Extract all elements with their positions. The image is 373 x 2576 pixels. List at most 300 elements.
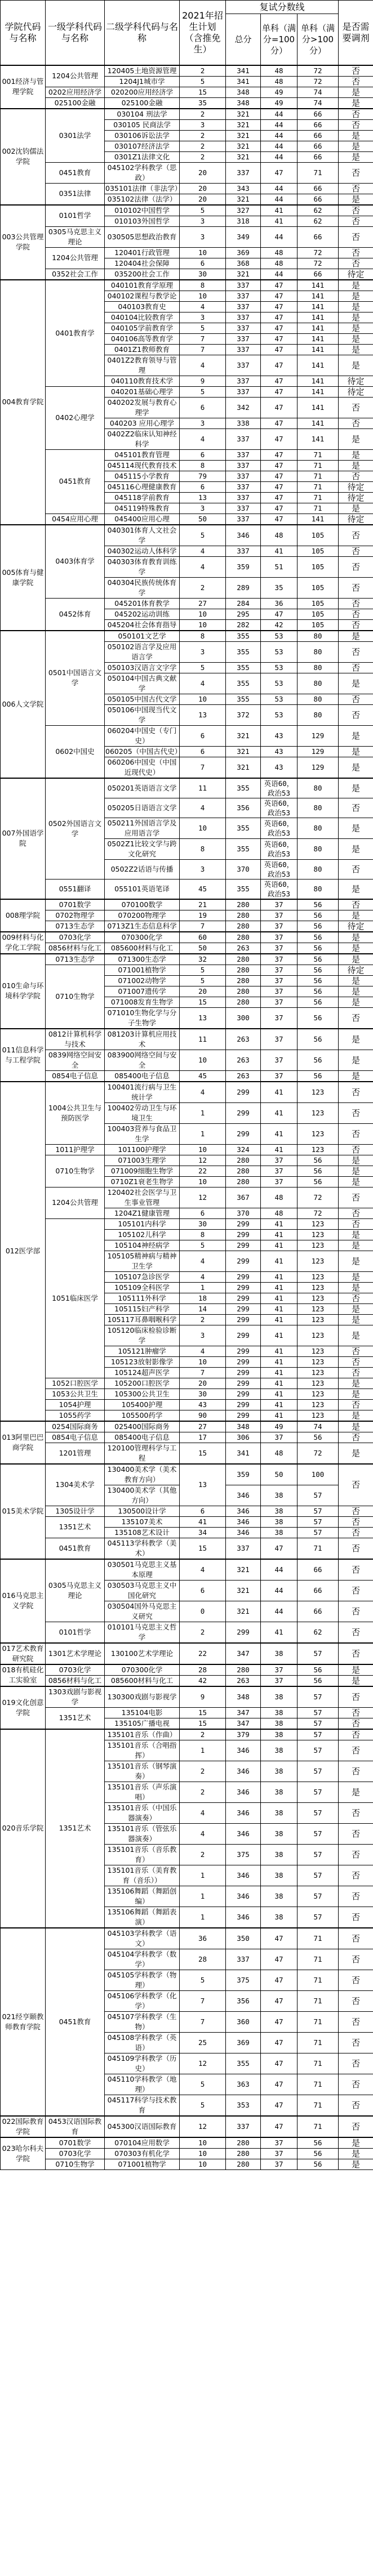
discipline2-cell: 130500设计学 (105, 1506, 180, 1516)
adjust-cell: 否 (339, 1007, 373, 1029)
total-score-cell: 369 (226, 247, 261, 258)
plan-cell: 2 (180, 1314, 226, 1325)
adjust-cell: 是 (339, 449, 373, 460)
single100-cell: 英语60，政治53 (261, 778, 297, 798)
discipline2-cell: 105200口腔医学 (105, 1378, 180, 1389)
single100-cell: 38 (261, 1516, 297, 1527)
single-gt100-cell: 141 (297, 428, 339, 449)
college-name-cell: 017艺术教育研究院 (1, 1643, 46, 1664)
adjust-cell: 否 (339, 1538, 373, 1559)
college-name-cell: 007外国语学院 (1, 778, 46, 899)
single-gt100-cell: 129 (297, 725, 339, 746)
total-score-cell: 348 (226, 97, 261, 109)
single-gt100-cell: 57 (297, 1761, 339, 1782)
adjust-cell: 否 (339, 2095, 373, 2116)
adjust-cell: 否 (339, 798, 373, 818)
adjust-cell: 是 (339, 910, 373, 921)
plan-cell: 15 (180, 1718, 226, 1729)
single-gt100-cell: 141 (297, 397, 339, 418)
single-gt100-cell: 66 (297, 109, 339, 120)
discipline2-cell: 105104神经病学 (105, 1240, 180, 1251)
adjust-cell: 是 (339, 932, 373, 943)
plan-cell: 6 (180, 1506, 226, 1516)
single-gt100-cell: 71 (297, 2053, 339, 2074)
plan-cell: 50 (180, 943, 226, 954)
adjust-cell: 是 (339, 1389, 373, 1399)
discipline2-cell: 030503马克思主义中国化研究 (105, 1580, 180, 1601)
discipline2-cell: 040302运动人体科学 (105, 546, 180, 556)
plan-cell: 18 (180, 1293, 226, 1303)
single-gt100-cell: 66 (297, 1559, 339, 1581)
single-gt100-cell: 72 (297, 247, 339, 258)
adjust-cell: 否 (339, 183, 373, 194)
total-score-cell: 370 (226, 1208, 261, 1218)
adjust-cell: 否 (339, 216, 373, 226)
discipline2-cell: 101100护理学 (105, 1144, 180, 1155)
table-row (1, 1538, 373, 1559)
discipline2-cell: 045400应用心理 (105, 514, 180, 525)
discipline2-cell: 045114现代教育技术 (105, 460, 180, 471)
total-score-cell: 337 (226, 503, 261, 514)
adjust-cell: 是 (339, 1155, 373, 1166)
total-score-cell: 263 (226, 1675, 261, 1686)
single-gt100-cell: 57 (297, 1740, 339, 1761)
discipline1-cell: 0101哲学 (46, 205, 105, 227)
adjust-cell: 否 (339, 1516, 373, 1527)
plan-cell: 2 (180, 1782, 226, 1802)
table-row (1, 1432, 373, 1443)
table-row (1, 2148, 373, 2159)
single100-cell: 37 (261, 1664, 297, 1676)
single100-cell: 37 (261, 1432, 297, 1443)
table-row (1, 1050, 373, 1070)
single100-cell: 48 (261, 1208, 297, 1218)
plan-cell: 3 (180, 859, 226, 879)
plan-cell: 45 (180, 1070, 226, 1082)
discipline2-cell: 045106学科教学（化学） (105, 1990, 180, 2011)
single-gt100-cell: 56 (297, 2148, 339, 2159)
plan-cell: 5 (180, 1970, 226, 1990)
single-gt100-cell: 66 (297, 151, 339, 162)
adjust-cell: 否 (339, 1729, 373, 1740)
total-score-cell: 321 (226, 119, 261, 130)
single100-cell: 37 (261, 997, 297, 1007)
adjust-cell: 否 (339, 1886, 373, 1907)
plan-cell: 6 (180, 725, 226, 746)
total-score-cell: 355 (226, 778, 261, 798)
discipline1-cell: 0403体育学 (46, 525, 105, 599)
single-gt100-cell: 57 (297, 1686, 339, 1708)
table-row (1, 954, 373, 965)
adjust-cell: 是 (339, 428, 373, 449)
single-gt100-cell: 56 (297, 2137, 339, 2149)
plan-cell: 17 (180, 1432, 226, 1443)
table-row (1, 386, 373, 397)
total-score-cell: 299 (226, 1282, 261, 1293)
single100-cell: 47 (261, 301, 297, 312)
discipline2-cell: 060205（中国古代史） (105, 746, 180, 757)
adjust-cell: 待定 (339, 376, 373, 386)
single-gt100-cell: 80 (297, 778, 339, 798)
plan-cell: 4 (180, 1559, 226, 1581)
adjust-cell: 否 (339, 1144, 373, 1155)
single100-cell: 42 (261, 619, 297, 631)
adjust-cell: 是 (339, 1229, 373, 1240)
plan-cell: 6 (180, 1208, 226, 1218)
adjust-cell: 是 (339, 130, 373, 141)
discipline2-cell: 105109全科医学 (105, 1282, 180, 1293)
single-gt100-cell: 56 (297, 1432, 339, 1443)
college-name-cell: 008理学院 (1, 899, 46, 932)
total-score-cell: 299 (226, 1356, 261, 1367)
total-score-cell: 346 (226, 1516, 261, 1527)
adjust-cell: 是 (339, 1675, 373, 1686)
table-row (1, 725, 373, 746)
college-name-cell: 013阿里巴巴商学院 (1, 1421, 46, 1464)
adjust-cell: 否 (339, 1844, 373, 1865)
plan-cell: 2 (180, 109, 226, 120)
total-score-cell: 289 (226, 577, 261, 598)
adjust-cell: 否 (339, 2074, 373, 2095)
single-gt100-cell: 100 (297, 1464, 339, 1485)
single-gt100-cell: 105 (297, 619, 339, 631)
plan-cell: 6 (180, 746, 226, 757)
plan-cell: 2 (180, 1844, 226, 1865)
plan-cell: 12 (180, 2116, 226, 2137)
single-gt100-cell: 123 (297, 1399, 339, 1410)
discipline1-cell: 0713生态学 (46, 954, 105, 965)
plan-cell: 6 (180, 1580, 226, 1601)
single100-cell: 38 (261, 1844, 297, 1865)
table-row (1, 965, 373, 975)
discipline1-cell: 0202应用经济学 (46, 87, 105, 97)
discipline2-cell: 050106中国现当代文学 (105, 704, 180, 725)
total-score-cell: 280 (226, 910, 261, 921)
table-row (1, 2159, 373, 2169)
discipline2-cell: 040202发展与教育心理学 (105, 397, 180, 418)
discipline2-cell: 085400电子信息 (105, 1432, 180, 1443)
single-gt100-cell: 123 (297, 1346, 339, 1356)
discipline2-cell: 083900网络空间与安全 (105, 1050, 180, 1070)
plan-cell: 6 (180, 258, 226, 269)
single-gt100-cell: 72 (297, 1208, 339, 1218)
plan-cell: 3 (180, 641, 226, 662)
adjust-cell: 否 (339, 694, 373, 704)
discipline2-cell: 010101马克思主义哲学 (105, 1622, 180, 1643)
plan-cell: 4 (180, 428, 226, 449)
discipline2-cell: 120405土地资源管理 (105, 65, 180, 77)
table-row (1, 1622, 373, 1643)
college-name-cell: 016马克思主义学院 (1, 1559, 46, 1643)
discipline2-cell: 030501马克思主义基本原理 (105, 1559, 180, 1581)
plan-cell: 4 (180, 355, 226, 376)
total-score-cell: 299 (226, 1367, 261, 1378)
adjust-cell: 否 (339, 1464, 373, 1506)
adjust-cell: 是 (339, 1070, 373, 1082)
single-gt100-cell: 123 (297, 1410, 339, 1421)
single100-cell: 41 (261, 216, 297, 226)
total-score-cell: 299 (226, 1622, 261, 1643)
plan-cell: 13 (180, 492, 226, 503)
total-score-cell: 282 (226, 619, 261, 631)
total-score-cell: 337 (226, 291, 261, 301)
total-score-cell: 280 (226, 965, 261, 975)
discipline1-cell: 1201管理 (46, 1443, 105, 1464)
plan-cell: 1 (180, 1886, 226, 1907)
discipline1-cell: 1204公共管理 (46, 1187, 105, 1218)
single100-cell: 44 (261, 130, 297, 141)
discipline1-cell: 0854电子信息 (46, 1070, 105, 1082)
discipline2-cell: 100403营养与食品卫生学 (105, 1123, 180, 1144)
single-gt100-cell: 56 (297, 1050, 339, 1070)
single-gt100-cell: 80 (297, 838, 339, 859)
discipline2-cell: 045116心理健康教育 (105, 481, 180, 492)
discipline1-cell: 0501中国语言文学 (46, 631, 105, 726)
plan-cell: 4 (180, 673, 226, 694)
discipline2-cell: 040301体育人文社会学 (105, 525, 180, 546)
adjust-cell: 否 (339, 662, 373, 673)
single100-cell: 英语60，政治53 (261, 879, 297, 899)
discipline2-cell: 045201体育教学 (105, 598, 180, 609)
discipline1-cell: 1011护理学 (46, 1144, 105, 1155)
single100-cell: 41 (261, 1410, 297, 1421)
discipline2-cell: 0401Z2教育领导与管理 (105, 355, 180, 376)
total-score-cell: 280 (226, 954, 261, 965)
header-total: 总分 (226, 14, 261, 65)
total-score-cell: 280 (226, 932, 261, 943)
total-score-cell: 337 (226, 312, 261, 323)
single100-cell: 38 (261, 1707, 297, 1718)
single-gt100-cell: 57 (297, 1844, 339, 1865)
table-row (1, 899, 373, 910)
discipline2-cell: 105500药学 (105, 1410, 180, 1421)
plan-cell: 10 (180, 1356, 226, 1367)
total-score-cell: 299 (226, 1251, 261, 1271)
adjust-cell: 否 (339, 418, 373, 428)
single100-cell: 37 (261, 954, 297, 965)
discipline2-cell: 1204Z1健康管理 (105, 1208, 180, 1218)
single-gt100-cell: 57 (297, 1823, 339, 1844)
adjust-cell: 否 (339, 1622, 373, 1643)
discipline2-cell: 130300戏剧与影视学 (105, 1686, 180, 1708)
total-score-cell: 379 (226, 1729, 261, 1740)
plan-cell: 2 (180, 65, 226, 77)
adjust-cell: 是 (339, 1664, 373, 1676)
total-score-cell: 355 (226, 641, 261, 662)
discipline2-cell: 010103外国哲学 (105, 216, 180, 226)
discipline2-cell: 135101音乐（管弦乐器演奏） (105, 1823, 180, 1844)
plan-cell: 20 (180, 1378, 226, 1389)
total-score-cell: 263 (226, 1070, 261, 1082)
total-score-cell: 341 (226, 1443, 261, 1464)
total-score-cell: 321 (226, 194, 261, 205)
discipline2-cell: 105111外科学 (105, 1293, 180, 1303)
single100-cell: 47 (261, 428, 297, 449)
discipline2-cell: 030505思想政治教育 (105, 226, 180, 247)
total-score-cell: 321 (226, 1601, 261, 1622)
single-gt100-cell: 57 (297, 1516, 339, 1527)
plan-cell: 4 (180, 1802, 226, 1823)
single100-cell: 41 (261, 1303, 297, 1314)
discipline1-cell: 0254国际商务 (46, 1421, 105, 1432)
total-score-cell: 337 (226, 1538, 261, 1559)
total-score-cell: 337 (226, 323, 261, 333)
single-gt100-cell: 57 (297, 1707, 339, 1718)
plan-cell: 13 (180, 1464, 226, 1506)
table-row (1, 1559, 373, 1581)
single100-cell: 47 (261, 492, 297, 503)
adjust-cell: 否 (339, 65, 373, 77)
adjust-cell: 否 (339, 1865, 373, 1886)
single-gt100-cell: 141 (297, 312, 339, 323)
plan-cell: 1 (180, 1740, 226, 1761)
adjust-cell: 待定 (339, 269, 373, 280)
single100-cell: 53 (261, 641, 297, 662)
single100-cell: 37 (261, 910, 297, 921)
adjust-cell: 是 (339, 879, 373, 899)
plan-cell: 1 (180, 1123, 226, 1144)
total-score-cell: 280 (226, 2148, 261, 2159)
single-gt100-cell: 71 (297, 1538, 339, 1559)
adjust-cell: 否 (339, 577, 373, 598)
single-gt100-cell: 105 (297, 525, 339, 546)
adjust-cell: 否 (339, 1559, 373, 1581)
single-gt100-cell: 72 (297, 258, 339, 269)
total-score-cell: 337 (226, 301, 261, 312)
discipline2-cell: 100401流行病与卫生统计学 (105, 1082, 180, 1103)
total-score-cell: 342 (226, 397, 261, 418)
discipline1-cell: 0451教育 (46, 449, 105, 514)
discipline2-cell: 085600材料与化工 (105, 943, 180, 954)
college-name-cell: 022国际教育学院 (1, 2116, 46, 2137)
total-score-cell: 337 (226, 460, 261, 471)
total-score-cell: 347 (226, 1707, 261, 1718)
total-score-cell: 346 (226, 1823, 261, 1844)
discipline1-cell: 0352社会工作 (46, 269, 105, 280)
plan-cell: 15 (180, 87, 226, 97)
discipline2-cell: 071300生态学 (105, 954, 180, 965)
single-gt100-cell: 71 (297, 1949, 339, 1970)
adjust-cell: 是 (339, 97, 373, 109)
plan-cell: 28 (180, 1949, 226, 1970)
single-gt100-cell: 123 (297, 1229, 339, 1240)
adjust-cell: 否 (339, 1823, 373, 1844)
discipline1-cell: 0710生物学 (46, 1155, 105, 1187)
adjust-cell: 是 (339, 323, 373, 333)
adjust-cell: 待定 (339, 492, 373, 503)
adjust-cell: 待定 (339, 386, 373, 397)
table-row (1, 631, 373, 642)
single100-cell: 38 (261, 1740, 297, 1761)
adjust-cell: 是 (339, 2137, 373, 2149)
adjust-cell: 否 (339, 471, 373, 481)
single-gt100-cell: 57 (297, 1729, 339, 1740)
college-name-cell: 012医学部 (1, 1082, 46, 1421)
table-row (1, 1928, 373, 1949)
plan-cell: 8 (180, 280, 226, 291)
total-score-cell: 337 (226, 355, 261, 376)
table-row (1, 1378, 373, 1389)
single-gt100-cell: 66 (297, 119, 339, 130)
discipline1-cell: 0710生物学 (46, 2159, 105, 2169)
plan-cell: 60 (180, 932, 226, 943)
single100-cell: 43 (261, 725, 297, 746)
single-gt100-cell: 72 (297, 76, 339, 87)
discipline2-cell: 020200应用经济学 (105, 87, 180, 97)
total-score-cell: 359 (226, 556, 261, 577)
total-score-cell: 280 (226, 997, 261, 1007)
plan-cell: 2 (180, 1622, 226, 1643)
single100-cell: 47 (261, 344, 297, 355)
plan-cell: 10 (180, 609, 226, 619)
table-row (1, 598, 373, 609)
discipline2-cell: 035101法律（非法学） (105, 183, 180, 194)
plan-cell: 5 (180, 2074, 226, 2095)
adjust-cell: 否 (339, 1802, 373, 1823)
single100-cell: 49 (261, 1421, 297, 1432)
table-row (1, 1410, 373, 1421)
adjust-cell: 否 (339, 1187, 373, 1208)
discipline1-cell: 0854电子信息 (46, 1432, 105, 1443)
discipline1-cell: 0452体育 (46, 598, 105, 631)
discipline2-cell: 071008发育生物学 (105, 997, 180, 1007)
discipline2-cell: 060204中国史（专门史） (105, 725, 180, 746)
adjust-cell: 是 (339, 997, 373, 1007)
single100-cell: 47 (261, 376, 297, 386)
single100-cell: 44 (261, 1601, 297, 1622)
total-score-cell: 321 (226, 109, 261, 120)
single100-cell: 53 (261, 694, 297, 704)
discipline2-cell: 010102中国哲学 (105, 205, 180, 216)
single-gt100-cell: 57 (297, 1527, 339, 1538)
single-gt100-cell: 66 (297, 269, 339, 280)
single-gt100-cell: 57 (297, 1718, 339, 1729)
single100-cell: 41 (261, 1271, 297, 1282)
adjust-cell: 是 (339, 631, 373, 642)
discipline2-cell: 050102语言学及应用语言学 (105, 641, 180, 662)
single100-cell: 48 (261, 65, 297, 77)
single100-cell: 47 (261, 1970, 297, 1990)
single100-cell: 44 (261, 226, 297, 247)
adjust-cell: 否 (339, 859, 373, 879)
plan-cell: 79 (180, 471, 226, 481)
table-row (1, 1389, 373, 1399)
discipline2-cell: 035102法律（法学） (105, 194, 180, 205)
plan-cell: 4 (180, 1823, 226, 1844)
total-score-cell: 347 (226, 1718, 261, 1729)
total-score-cell: 280 (226, 2137, 261, 2149)
plan-cell: 20 (180, 183, 226, 194)
total-score-cell: 306 (226, 1432, 261, 1443)
discipline1-cell: 1304美术学 (46, 1464, 105, 1506)
plan-cell: 11 (180, 778, 226, 798)
single-gt100-cell: 105 (297, 598, 339, 609)
single100-cell: 47 (261, 2011, 297, 2032)
single-gt100-cell: 80 (297, 859, 339, 879)
plan-cell: 30 (180, 1389, 226, 1399)
single100-cell: 41 (261, 205, 297, 216)
discipline2-cell: 050201英语语言文学 (105, 778, 180, 798)
total-score-cell: 346 (226, 1865, 261, 1886)
discipline2-cell: 105105精神病与精神卫生学 (105, 1251, 180, 1271)
single100-cell: 53 (261, 673, 297, 694)
total-score-cell: 299 (226, 1346, 261, 1356)
plan-cell: 12 (180, 1155, 226, 1166)
discipline2-cell: 105124超声医学 (105, 1367, 180, 1378)
single100-cell: 38 (261, 1782, 297, 1802)
total-score-cell: 346 (226, 1506, 261, 1516)
plan-cell: 5 (180, 1240, 226, 1251)
